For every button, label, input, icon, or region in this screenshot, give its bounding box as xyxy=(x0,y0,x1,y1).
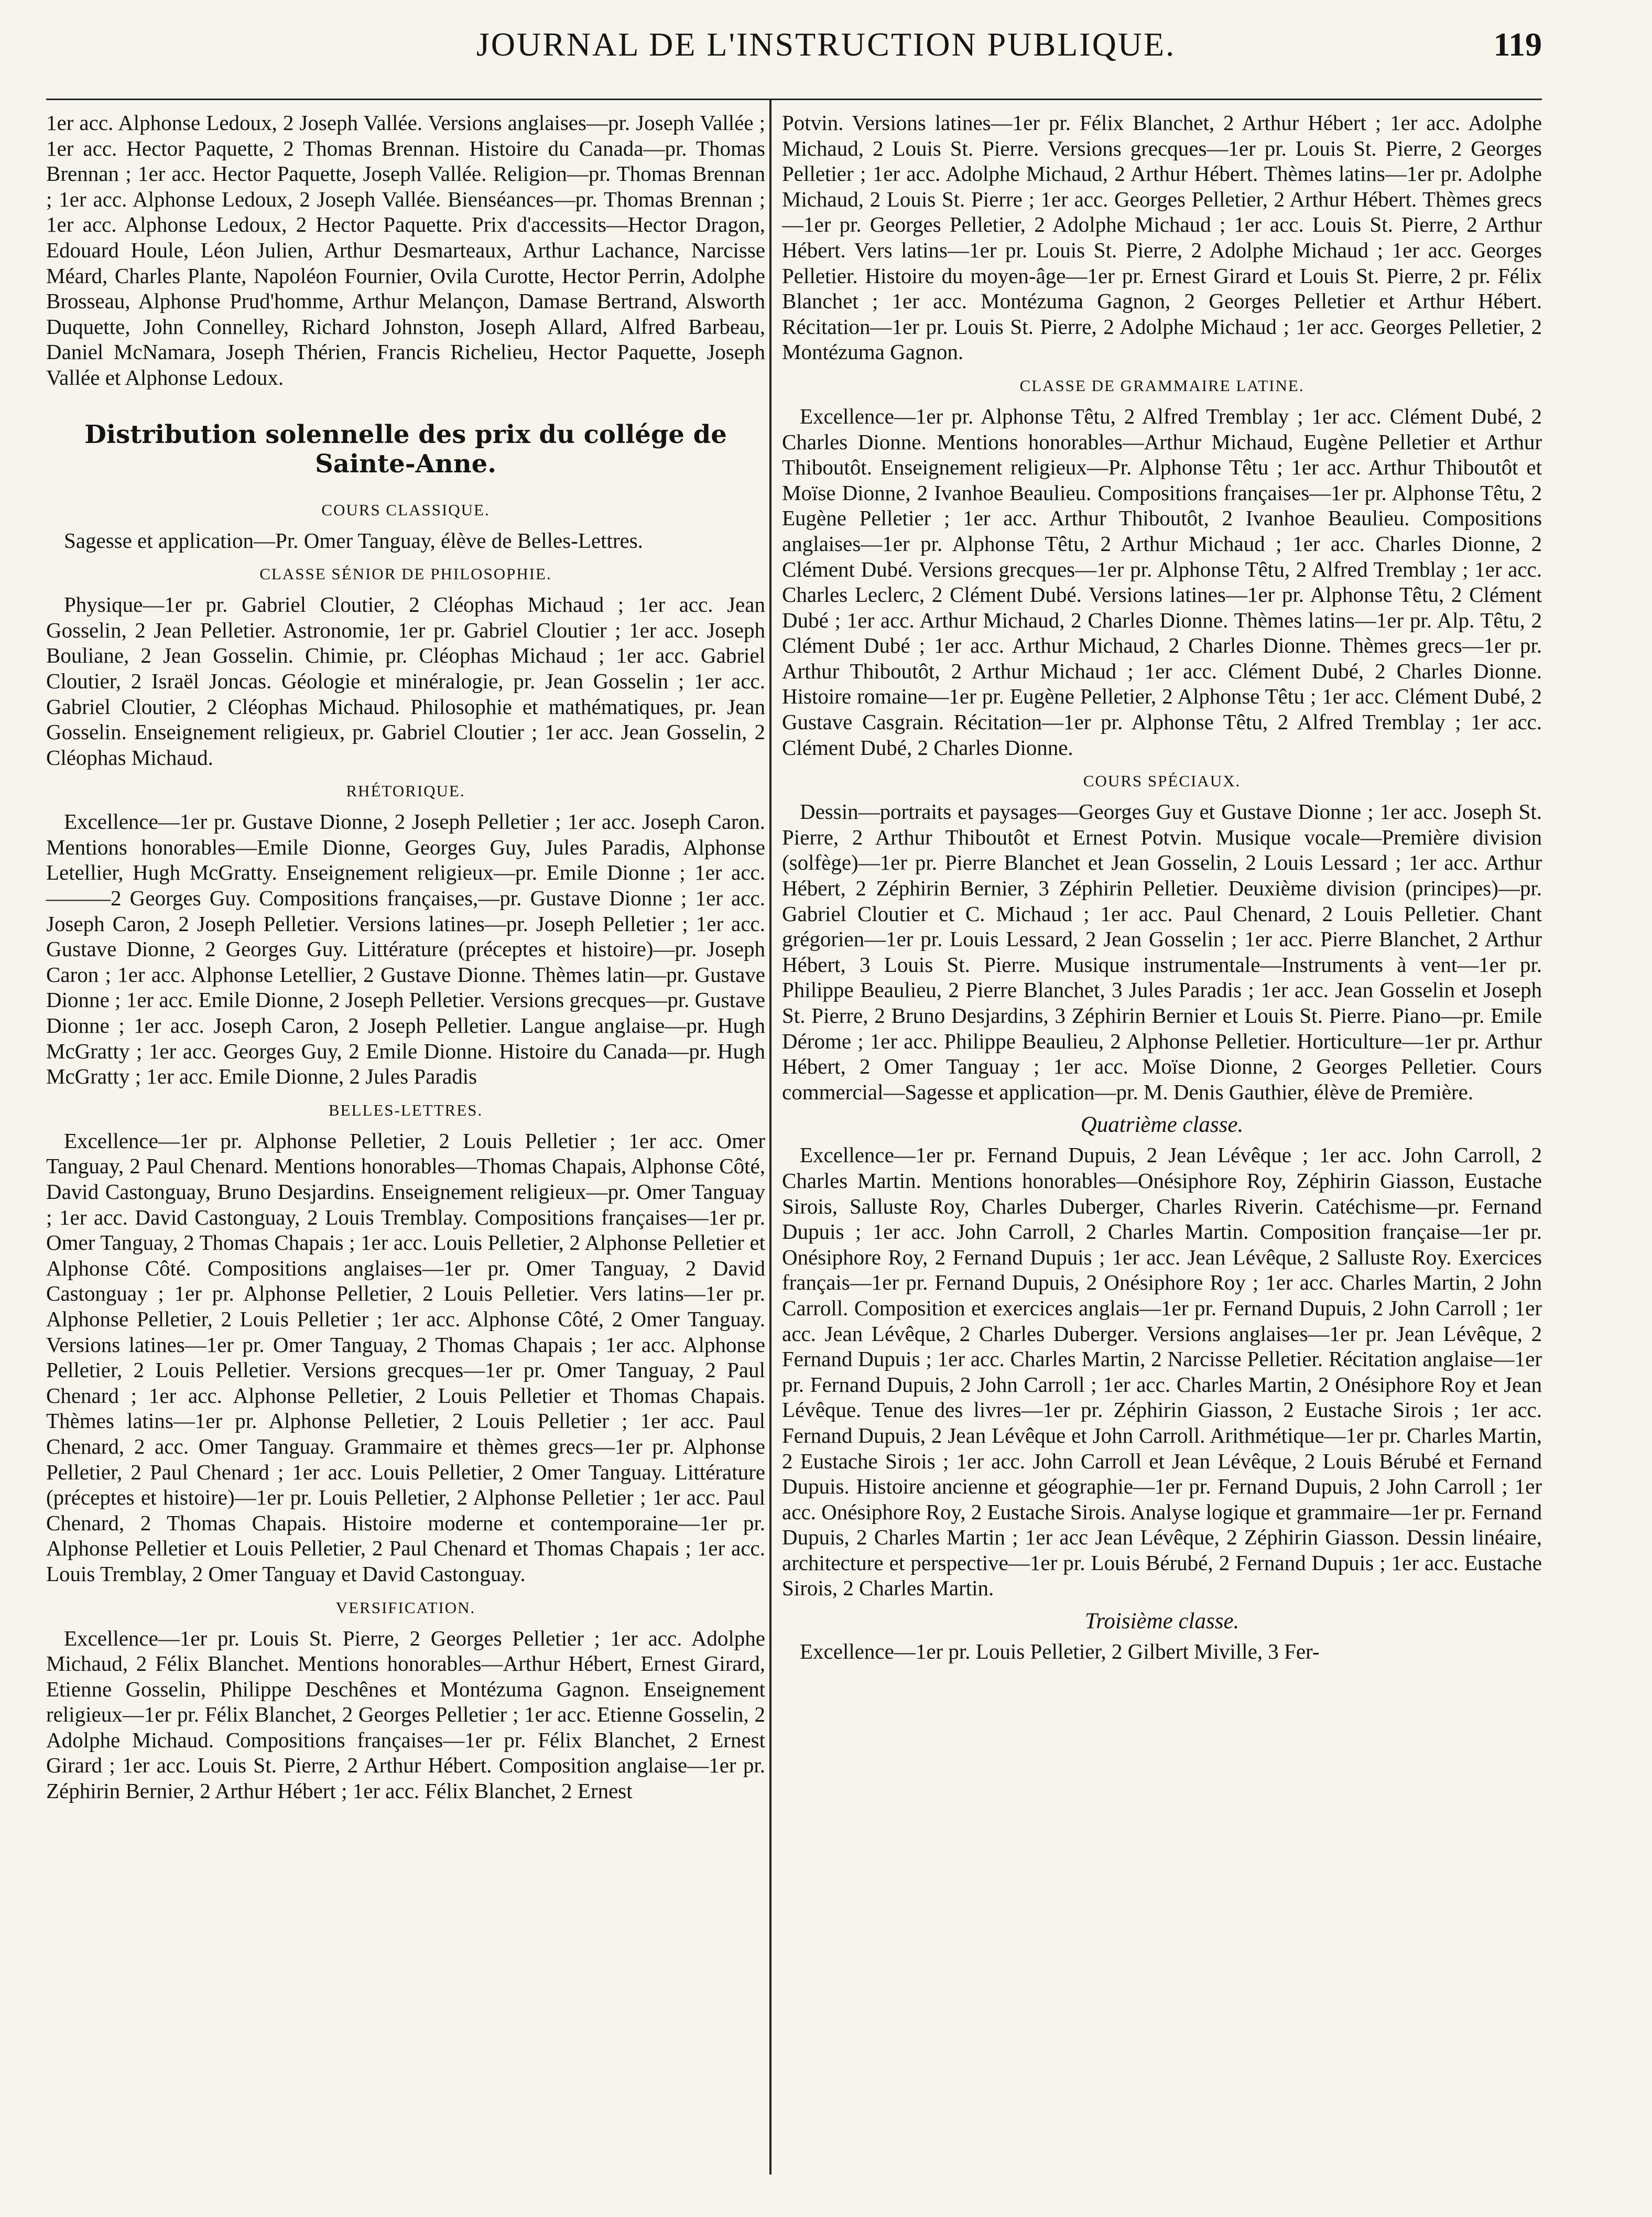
troisieme-classe-paragraph: Excellence—1er pr. Louis Pelletier, 2 Gilbert Miville, 3 Fer- xyxy=(800,1639,1320,1664)
quatrieme-classe-heading: Quatrième classe. xyxy=(1080,1112,1244,1138)
rhetorique-paragraph: Excellence—1er pr. Gustave Dionne, 2 Joseph Pelletier ; 1er acc. Joseph Caron. Mentions honorables—Emile Dionne, Georges Guy, Jules Paradis, Alphonse Letellier, Hugh McGratty. Enseignement religieux—pr. Emile Dionne ; 1er acc. ———2 Georges Guy. Compositions françaises,—pr. Gustave Dionne ; 1er acc. Joseph Caron, 2 Joseph Pelletier. Versions latines—pr. Joseph Pelletier ; 1er acc. Gustave Dionne, 2 Georges Guy. Littérature (préceptes et histoire)—pr. Joseph Caron ; 1er acc. Alphonse Letellier, 2 Gustave Dionne. Thèmes latin—pr. Gustave Dionne ; 1er acc. Emile Dionne, 2 Joseph Pelletier. Versions grecques—pr. Gustave Dionne ; 1er acc. Joseph Caron, 2 Joseph Pelletier. Langue anglaise—pr. Hugh McGratty ; 1er acc. Georges Guy, 2 Emile Dionne. Histoire du Canada—pr. Hugh McGratty ; 1er acc. Emile Dionne, 2 Jules Paradis xyxy=(46,809,765,1089)
quatrieme-classe-paragraph: Excellence—1er pr. Fernand Dupuis, 2 Jean Lévêque ; 1er acc. John Carroll, 2 Charles Martin. Mentions honorables—Onésiphore Roy, Zéphirin Giasson, Eustache Sirois, Salluste Roy, Charles Duberger, Charles Riverin. Catéchisme—pr. Fernand Dupuis ; 1er acc. John Carroll, 2 Charles Martin. Composition française—1er pr. Onésiphore Roy, 2 Fernand Dupuis ; 1er acc. Jean Lévêque, 2 Salluste Roy. Exercices français—1er pr. Fernand Dupuis, 2 Onésiphore Roy ; 1er acc. Charles Martin, 2 John Carroll. Composition et exercices anglais—1er pr. Fernand Dupuis, 2 John Carroll ; 1er acc. Jean Lévêque, 2 Charles Duberger. Versions anglaises—1er pr. Jean Lévêque, 2 Fernand Dupuis ; 1er acc. Charles Martin, 2 Narcisse Pelletier. Récitation anglaise—1er pr. Fernand Dupuis, 2 John Carroll ; 1er acc. Charles Martin, 2 Onésiphore Roy et Jean Lévêque. Tenue des livres—1er pr. Zéphirin Giasson, 2 Eustache Sirois ; 1er acc. Fernand Dupuis, 2 Jean Lévêque et John Carroll. Arithmétique—1er pr. Charles Martin, 2 Eustache Sirois ; 1er acc. John Carroll et Jean Lévêque, 2 Louis Bérubé et Fernand Dupuis. Histoire ancienne et géographie—1er pr. Fernand Dupuis, 2 John Carroll ; 1er acc. Onésiphore Roy, 2 Eustache Sirois. Analyse logique et grammaire—1er pr. Fernand Dupuis, 2 Charles Martin ; 1er acc Jean Lévêque, 2 Zéphirin Giasson. Dessin linéaire, architecture et perspective—1er pr. Louis Bérubé, 2 Fernand Dupuis ; 1er acc. Eustache Sirois, 2 Charles Martin. xyxy=(782,1143,1542,1600)
grammaire-latine-paragraph: Excellence—1er pr. Alphonse Têtu, 2 Alfred Tremblay ; 1er acc. Clément Dubé, 2 Charles Dionne. Mentions honorables—Arthur Michaud, Eugène Pelletier et Arthur Thiboutôt. Enseignement religieux—Pr. Alphonse Têtu ; 1er acc. Arthur Thiboutôt et Moïse Dionne, 2 Ivanhoe Beaulieu. Compositions françaises—1er pr. Alphonse Têtu, 2 Eugène Pelletier ; 1er acc. Arthur Thiboutôt, 2 Ivanhoe Beaulieu. Compositions anglaises—1er pr. Alphonse Têtu, 2 Arthur Michaud ; 1er acc. Charles Dionne, 2 Clément Dubé. Versions grecques—1er pr. Alphonse Têtu, 2 Alfred Tremblay ; 1er acc. Charles Leclerc, 2 Clément Dubé. Versions latines—1er pr. Alphonse Têtu, 2 Clément Dubé ; 1er acc. Arthur Michaud, 2 Charles Dionne. Thèmes latins—1er pr. Alp. Têtu, 2 Clément Dubé ; 1er acc. Arthur Michaud, 2 Charles Dionne. Thèmes grecs—1er pr. Arthur Thiboutôt, 2 Arthur Michaud ; 1er acc. Clément Dubé, 2 Charles Dionne. Histoire romaine—1er pr. Eugène Pelletier, 2 Alphonse Têtu ; 1er acc. Clément Dubé, 2 Gustave Casgrain. Récitation—1er pr. Alphonse Têtu, 2 Alfred Tremblay ; 1er acc. Clément Dubé, 2 Charles Dionne. xyxy=(782,404,1542,760)
column-divider xyxy=(769,99,771,2175)
philosophie-paragraph: Physique—1er pr. Gabriel Cloutier, 2 Cléophas Michaud ; 1er acc. Jean Gosselin, 2 Jean Pelletier. Astronomie, 1er pr. Gabriel Cloutier ; 1er acc. Joseph Bouliane, 2 Jean Gosselin. Chimie, pr. Cléophas Michaud ; 1er acc. Gabriel Cloutier, 2 Israël Joncas. Géologie et minéralogie, pr. Jean Gosselin ; 1er acc. Gabriel Cloutier, 2 Cléophas Michaud. Philosophie et mathématiques, pr. Jean Gosselin. Enseignement religieux, pr. Gabriel Cloutier ; 1er acc. Jean Gosselin, 2 Cléophas Michaud. xyxy=(46,592,765,770)
page-number: 119 xyxy=(1493,26,1542,63)
cours-speciaux-paragraph: Dessin—portraits et paysages—Georges Guy et Gustave Dionne ; 1er acc. Joseph St. Pierre, 2 Arthur Thiboutôt et Ernest Potvin. Musique vocale—Première division (solfège)—1er pr. Pierre Blanchet et Jean Gosselin, 2 Louis Lessard ; 1er acc. Arthur Hébert, 2 Zéphirin Bernier, 3 Zéphirin Pelletier. Deuxième division (principes)—pr. Gabriel Cloutier et C. Michaud ; 1er acc. Paul Chenard, 2 Louis Pelletier. Chant grégorien—1er pr. Louis Lessard, 2 Jean Gosselin ; 1er acc. Pierre Blanchet, 2 Arthur Hébert, 3 Louis St. Pierre. Musique instrumentale—Instruments à vent—1er pr. Philippe Beaulieu, 2 Pierre Blanchet, 3 Jules Paradis ; 1er acc. Jean Gosselin et Joseph St. Pierre, 2 Bruno Desjardins, 3 Zéphirin Bernier et Louis St. Pierre. Piano—pr. Emile Dérome ; 1er acc. Philippe Beaulieu, 2 Alphonse Pelletier. Horticulture—1er pr. Arthur Hébert, 2 Omer Tanguay ; 1er acc. Moïse Dionne, 2 Georges Pelletier. Cours commercial—Sagesse et application—pr. M. Denis Gauthier, élève de Première. xyxy=(782,799,1542,1104)
rhetorique-heading: RHÉTORIQUE. xyxy=(346,782,465,801)
philosophie-heading: CLASSE SÉNIOR DE PHILOSOPHIE. xyxy=(259,565,552,583)
right-column xyxy=(782,110,1542,1664)
belles-lettres-paragraph: Excellence—1er pr. Alphonse Pelletier, 2 Louis Pelletier ; 1er acc. Omer Tanguay, 2 Paul Chenard. Mentions honorables—Thomas Chapais, Alphonse Côté, David Castonguay, Bruno Desjardins. Enseignement religieux—pr. Omer Tanguay ; 1er acc. David Castonguay, 2 Louis Tremblay. Compositions françaises—1er pr. Omer Tanguay, 2 Thomas Chapais ; 1er acc. Louis Pelletier, 2 Alphonse Pelletier et Alphonse Côté. Compositions anglaises—1er pr. Omer Tanguay, 2 David Castonguay ; 1er pr. Alphonse Pelletier, 2 Louis Pelletier. Vers latins—1er pr. Alphonse Pelletier, 2 Louis Pelletier ; 1er acc. Alphonse Côté, 2 Omer Tanguay. Versions latines—1er pr. Omer Tanguay, 2 Thomas Chapais ; 1er acc. Alphonse Pelletier, 2 Louis Pelletier. Versions grecques—1er pr. Omer Tanguay, 2 Paul Chenard ; 1er acc. Alphonse Pelletier, 2 Louis Pelletier et Thomas Chapais. Thèmes latins—1er pr. Alphonse Pelletier, 2 Louis Pelletier ; 1er acc. Paul Chenard, 2 acc. Omer Tanguay. Grammaire et thèmes grecs—1er pr. Alphonse Pelletier, 2 Paul Chenard ; 1er acc. Louis Pelletier, 2 Omer Tanguay. Littérature (préceptes et histoire)—1er pr. Louis Pelletier, 2 Alphonse Pelletier ; 1er acc. Paul Chenard, 2 Thomas Chapais. Histoire moderne et contemporaine—1er pr. Alphonse Pelletier et Louis Pelletier, 2 Paul Chenard et Thomas Chapais ; 1er acc. Louis Tremblay, 2 Omer Tanguay et David Castonguay. xyxy=(46,1128,765,1586)
header-rule xyxy=(46,99,1542,100)
belles-lettres-heading: BELLES-LETTRES. xyxy=(328,1100,483,1119)
troisieme-classe-heading: Troisième classe. xyxy=(1084,1609,1240,1634)
cours-classique-heading: COURS CLASSIQUE. xyxy=(321,500,490,519)
journal-title: JOURNAL DE L'INSTRUCTION PUBLIQUE. xyxy=(476,26,1176,63)
versification-heading: VERSIFICATION. xyxy=(335,1598,476,1617)
section-heading-sainte-anne: Distribution solennelle des prix du collége de Sainte-Anne. xyxy=(84,419,727,479)
versification-paragraph: Excellence—1er pr. Louis St. Pierre, 2 Georges Pelletier ; 1er acc. Adolphe Michaud, 2 Félix Blanchet. Mentions honorables—Arthur Hébert, Ernest Girard, Etienne Gosselin, Philippe Deschênes et Montézuma Gagnon. Enseignement religieux—1er pr. Félix Blanchet, 2 Georges Pelletier ; 1er acc. Etienne Gosselin, 2 Adolphe Michaud. Compositions françaises—1er pr. Félix Blanchet, 2 Ernest Girard ; 1er acc. Louis St. Pierre, 2 Arthur Hébert. Composition anglaise—1er pr. Zéphirin Bernier, 2 Arthur Hébert ; 1er acc. Félix Blanchet, 2 Ernest xyxy=(46,1626,765,1803)
grammaire-latine-heading: CLASSE DE GRAMMAIRE LATINE. xyxy=(1019,376,1305,395)
cours-speciaux-heading: COURS SPÉCIAUX. xyxy=(1083,772,1241,791)
sagesse-paragraph: Sagesse et application—Pr. Omer Tanguay, élève de Belles-Lettres. xyxy=(64,528,643,553)
versification-continued-paragraph: Potvin. Versions latines—1er pr. Félix Blanchet, 2 Arthur Hébert ; 1er acc. Adolphe Michaud, 2 Louis St. Pierre. Versions grecques—1er pr. Louis St. Pierre, 2 Georges Pelletier ; 1er acc. Adolphe Michaud, 2 Arthur Hébert. Thèmes latins—1er pr. Adolphe Michaud, 2 Louis St. Pierre ; 1er acc. Georges Pelletier, 2 Arthur Hébert. Thèmes grecs—1er pr. Georges Pelletier, 2 Adolphe Michaud ; 1er acc. Louis St. Pierre, 2 Arthur Hébert. Vers latins—1er pr. Louis St. Pierre, 2 Adolphe Michaud ; 1er acc. Georges Pelletier. Histoire du moyen-âge—1er pr. Ernest Girard et Louis St. Pierre, 2 pr. Félix Blanchet ; 1er acc. Montézuma Gagnon, 2 Georges Pelletier et Arthur Hébert. Récitation—1er pr. Louis St. Pierre, 2 Adolphe Michaud ; 1er acc. Georges Pelletier, 2 Montézuma Gagnon. xyxy=(782,111,1542,364)
intro-paragraph: 1er acc. Alphonse Ledoux, 2 Joseph Vallée. Versions anglaises—pr. Joseph Vallée ; 1er acc. Hector Paquette, 2 Thomas Brennan. Histoire du Canada—pr. Thomas Brennan ; 1er acc. Hector Paquette, Joseph Vallée. Religion—pr. Thomas Brennan ; 1er acc. Alphonse Ledoux, 2 Joseph Vallée. Bienséances—pr. Thomas Brennan ; 1er acc. Alphonse Ledoux, 2 Hector Paquette. Prix d'accessits—Hector Dragon, Edouard Houle, Léon Julien, Arthur Desmarteaux, Arthur Lachance, Narcisse Méard, Charles Plante, Napoléon Fournier, Ovila Curotte, Hector Perrin, Adolphe Brosseau, Alphonse Prud'homme, Arthur Melançon, Damase Bertrand, Alsworth Duquette, John Connelley, Richard Johnston, Joseph Allard, Alfred Barbeau, Daniel McNamara, Joseph Thérien, Francis Richelieu, Hector Paquette, Joseph Vallée et Alphonse Ledoux. xyxy=(46,111,765,390)
left-column xyxy=(46,110,765,1804)
